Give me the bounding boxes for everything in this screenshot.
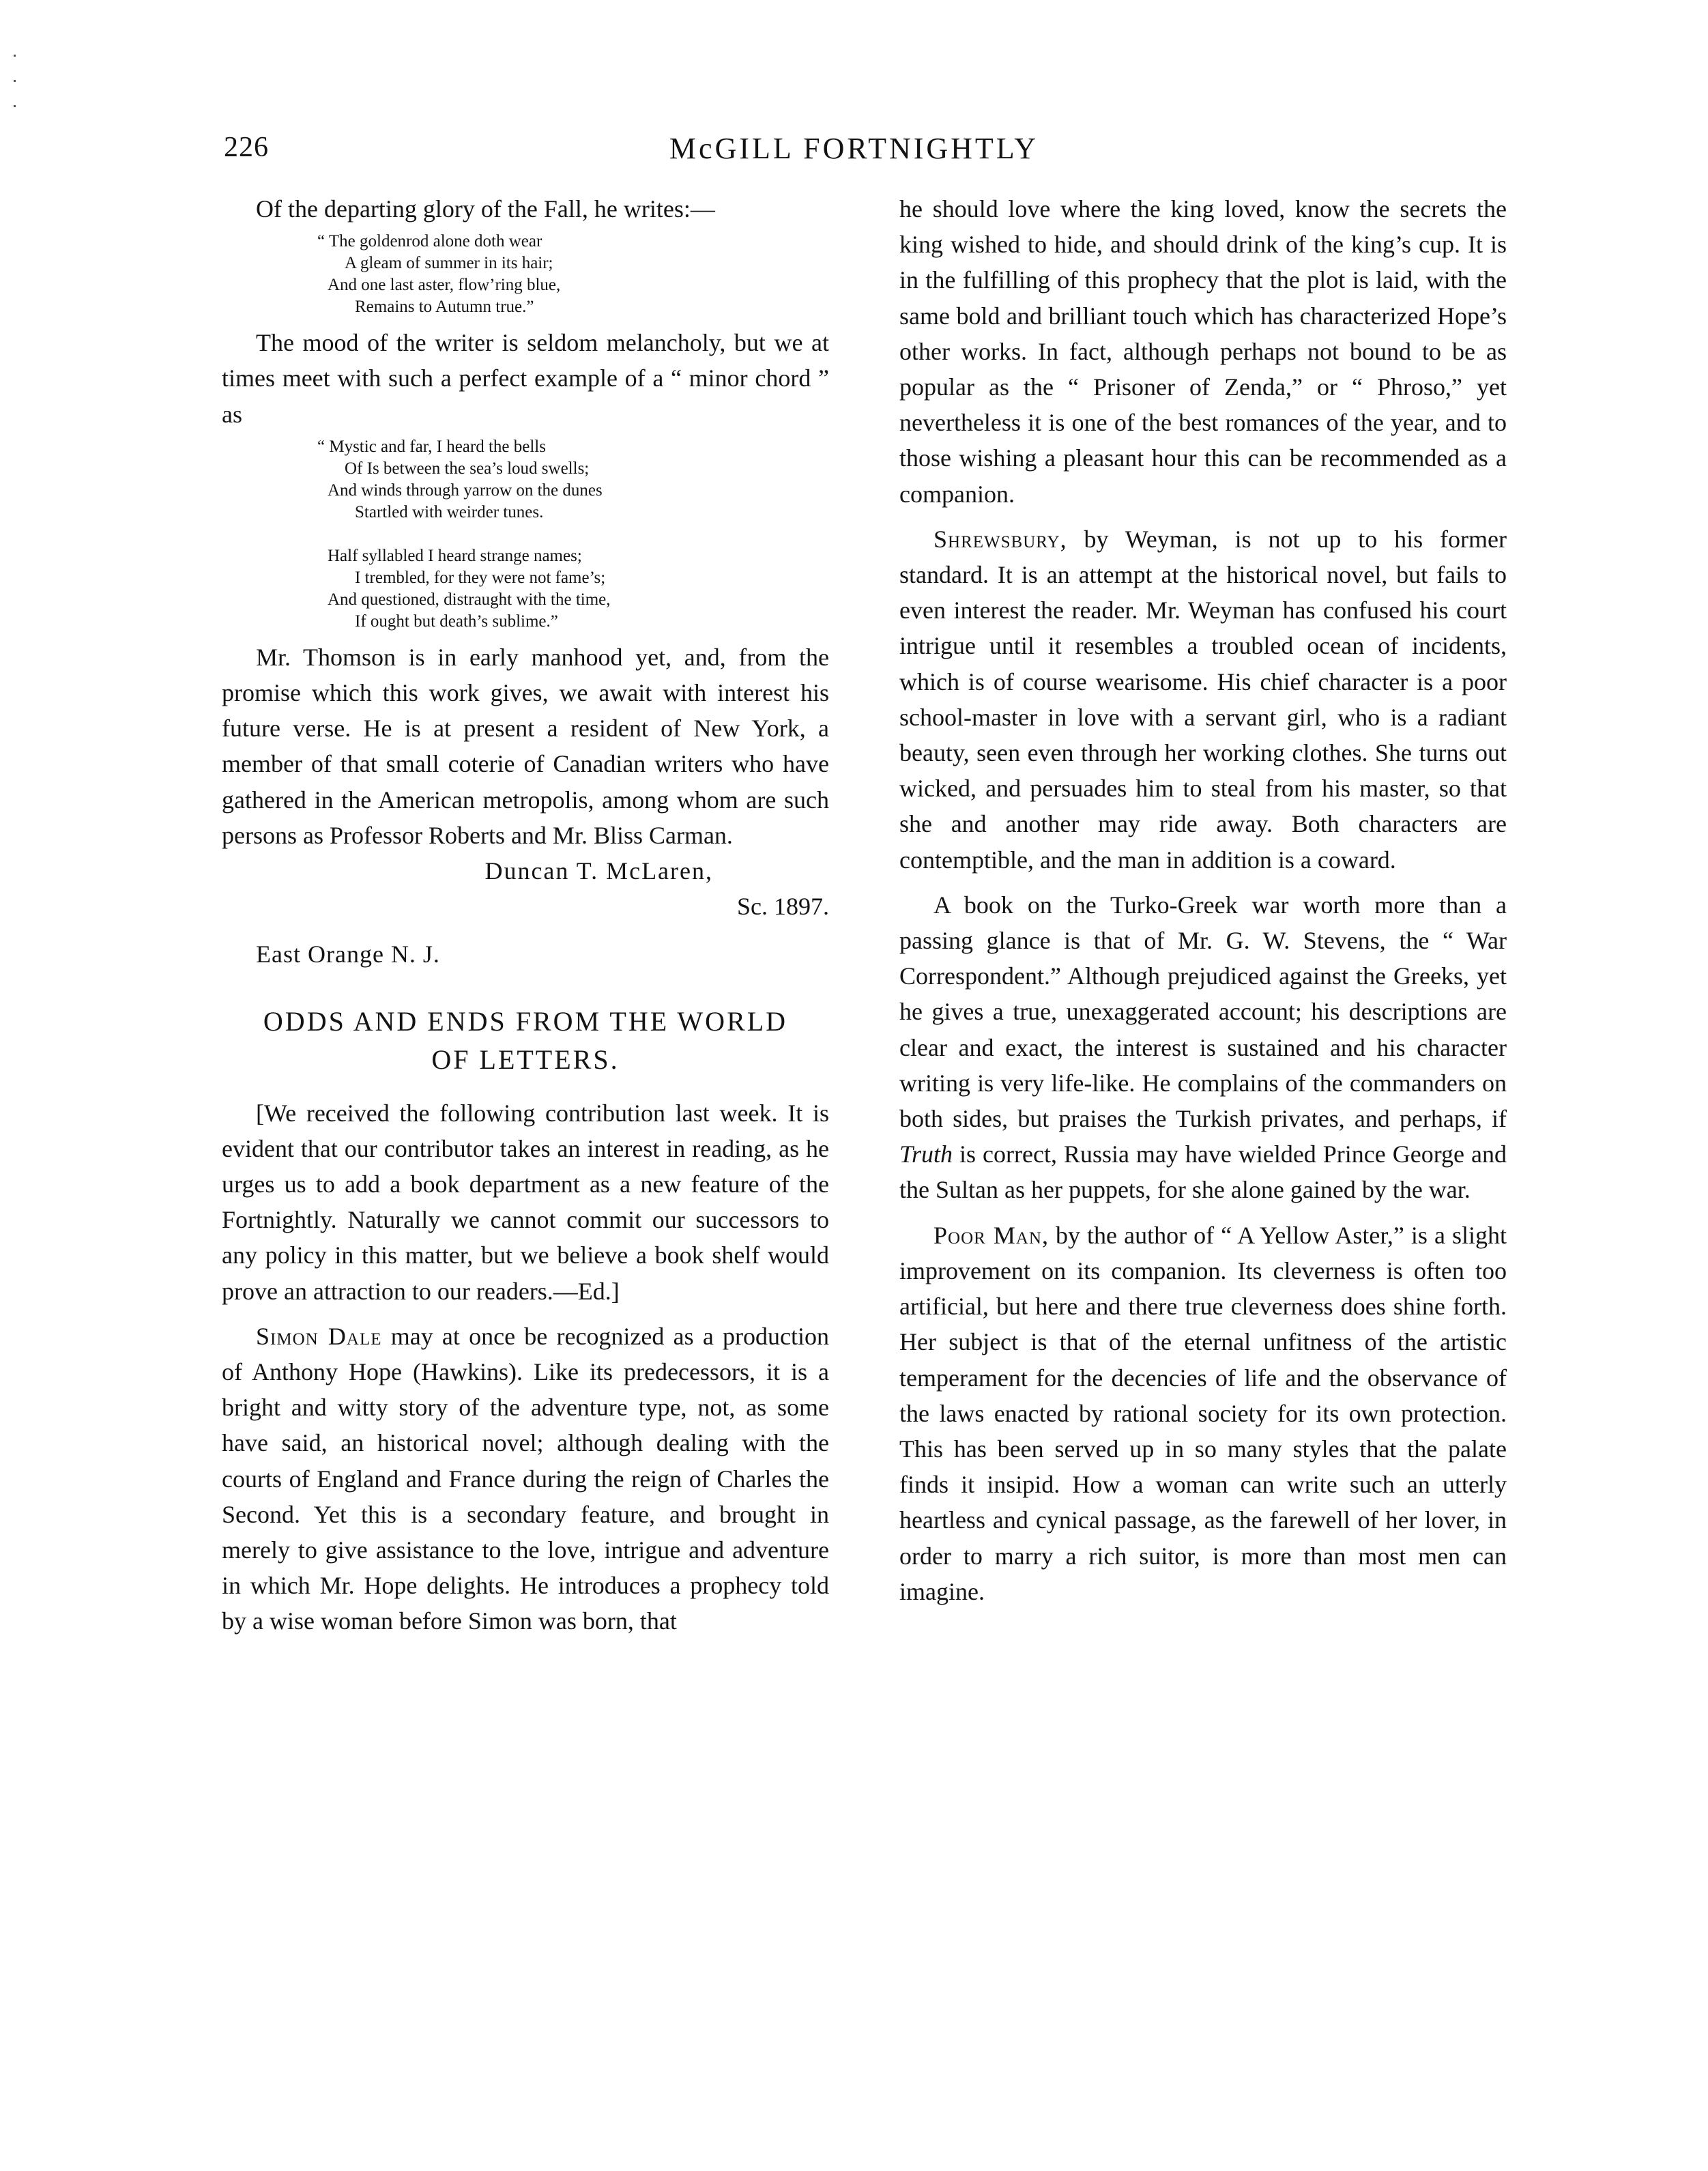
verse-line: Remains to Autumn true.” — [355, 298, 534, 317]
verse-block — [222, 436, 829, 633]
stanza-break — [222, 523, 829, 545]
page-header — [0, 131, 1708, 172]
italic-title: Truth — [899, 1140, 953, 1168]
review-text: A book on the Turko-Greek war worth more than a passing glance is that of Mr. G. W. Stevens, the “ War Correspondent.” Although prejudiced against the Greeks, yet he gives a true, unexaggerated account; his descriptions are clear and exact, the interest is sustained and his character writing is very life-like. He complains of the commanders on both sides, but praises the Turkish privates, and perhaps, if — [899, 891, 1507, 1133]
verse-line: And winds through yarrow on the dunes — [328, 480, 603, 500]
review-text: by the author of “ A Yellow Aster,” is a slight improvement on its companion. Its cleverness is often too artificial, but here and there true cleverness does shine forth. Her subject is that of the eternal unfitness of the artistic temperament for the decencies of life and the observance of the laws enacted by rational society for its own protection. This has been served up in so many styles that the palate finds it insipid. How a woman can write such an utterly heartless and cynical passage, as the farewell of her lover, in order to marry a rich suitor, is more than most men can imagine. — [899, 1221, 1507, 1605]
section-heading-line: ODDS AND ENDS FROM THE WORLD — [263, 1005, 788, 1037]
review-text: is correct, Russia may have wielded Prince George and the Sultan as her puppets, for she alone gained by the war. — [899, 1140, 1507, 1204]
verse-line: A gleam of summer in its hair; — [345, 254, 553, 273]
review-poor-man — [899, 1218, 1507, 1609]
review-war-correspondent — [899, 887, 1507, 1208]
left-column — [222, 191, 829, 1639]
verse-line: And questioned, distraught with the time, — [328, 590, 611, 609]
verse-line: Half syllabled I heard strange names; — [328, 546, 582, 565]
review-shrewsbury — [899, 521, 1507, 878]
verse-line: Startled with weirder tunes. — [355, 502, 544, 521]
right-column — [899, 191, 1507, 1609]
paragraph: Mr. Thomson is in early manhood yet, and, from the promise which this work gives, we await with interest his future verse. He is at present a resident of New York, a member of that small coterie of Canadian writers who have gathered in the American metropolis, among whom are such persons as Professor Roberts and Mr. Bliss Carman. — [222, 643, 829, 849]
review-text: by Weyman, is not up to his former standard. It is an attempt at the historical novel, but fails to even interest the reader. Mr. Weyman has confused his court intrigue until it resembles a troubled ocean of incidents, which is of course wearisome. His chief character is a poor school-master in love with a servant girl, who is a radiant beauty, seen even through her working clothes. She turns out wicked, and persuades him to steal from his master, so that she and another may ride away. Both characters are contemptible, and the man in addition is a coward. — [899, 525, 1507, 874]
paragraph: Of the departing glory of the Fall, he writes:— — [256, 195, 715, 222]
verse-line: “ The goldenrod alone doth wear — [317, 232, 542, 251]
running-head: McGILL FORTNIGHTLY — [669, 132, 1039, 165]
verse-line: Of Is between the sea’s loud swells; — [345, 459, 590, 478]
section-heading — [222, 1003, 829, 1079]
page-number: 226 — [224, 132, 269, 163]
verse-line: If ought but death’s sublime.” — [355, 612, 558, 631]
author-location: East Orange N. J. — [256, 940, 440, 968]
margin-marks — [14, 55, 18, 130]
verse-line: I trembled, for they were not fame’s; — [355, 568, 606, 587]
book-title: Simon Dale — [256, 1322, 382, 1350]
author-signature: Duncan T. McLaren, — [484, 857, 713, 885]
verse-line: “ Mystic and far, I heard the bells — [317, 437, 546, 456]
review-simon-dale — [222, 1319, 829, 1639]
section-heading-line: OF LETTERS. — [431, 1044, 620, 1075]
verse-line: And one last aster, flow’ring blue, — [328, 276, 561, 295]
book-title: Poor Man, — [933, 1221, 1049, 1249]
paragraph: The mood of the writer is seldom melancholy, but we at times meet with such a perfect example of a “ minor chord ” as — [222, 329, 829, 428]
editor-note: [We received the following contribution last week. It is evident that our contributor takes an interest in reading, as he urges us to add a book department as a new feature of the Fortnightly. Naturally we cannot commit our successors to any policy in this matter, but we believe a book shelf would prove an attraction to our readers.—Ed.] — [222, 1099, 829, 1305]
paragraph: he should love where the king loved, know the secrets the king wished to hide, and should drink of the king’s cup. It is in the fulfilling of this prophecy that the plot is laid, with the same bold and brilliant touch which has characterized Hope’s other works. In fact, although perhaps not bound to be as popular as the “ Prisoner of Zenda,” or “ Phroso,” yet nevertheless it is one of the best romances of the year, and to those wishing a pleasant hour this can be recommended as a companion. — [899, 195, 1507, 508]
author-class: Sc. 1897. — [737, 893, 829, 921]
book-title: Shrewsbury, — [933, 525, 1067, 553]
verse-block — [222, 231, 829, 318]
review-text: may at once be recognized as a production of Anthony Hope (Hawkins). Like its predecessors, it is a bright and witty story of the adventure type, not, as some have said, an historical novel; although dealing with the courts of England and France during the reign of Charles the Second. Yet this is a secondary feature, and brought in merely to give assistance to the love, intrigue and adventure in which Mr. Hope delights. He introduces a prophecy told by a wise woman before Simon was born, that — [222, 1322, 829, 1635]
